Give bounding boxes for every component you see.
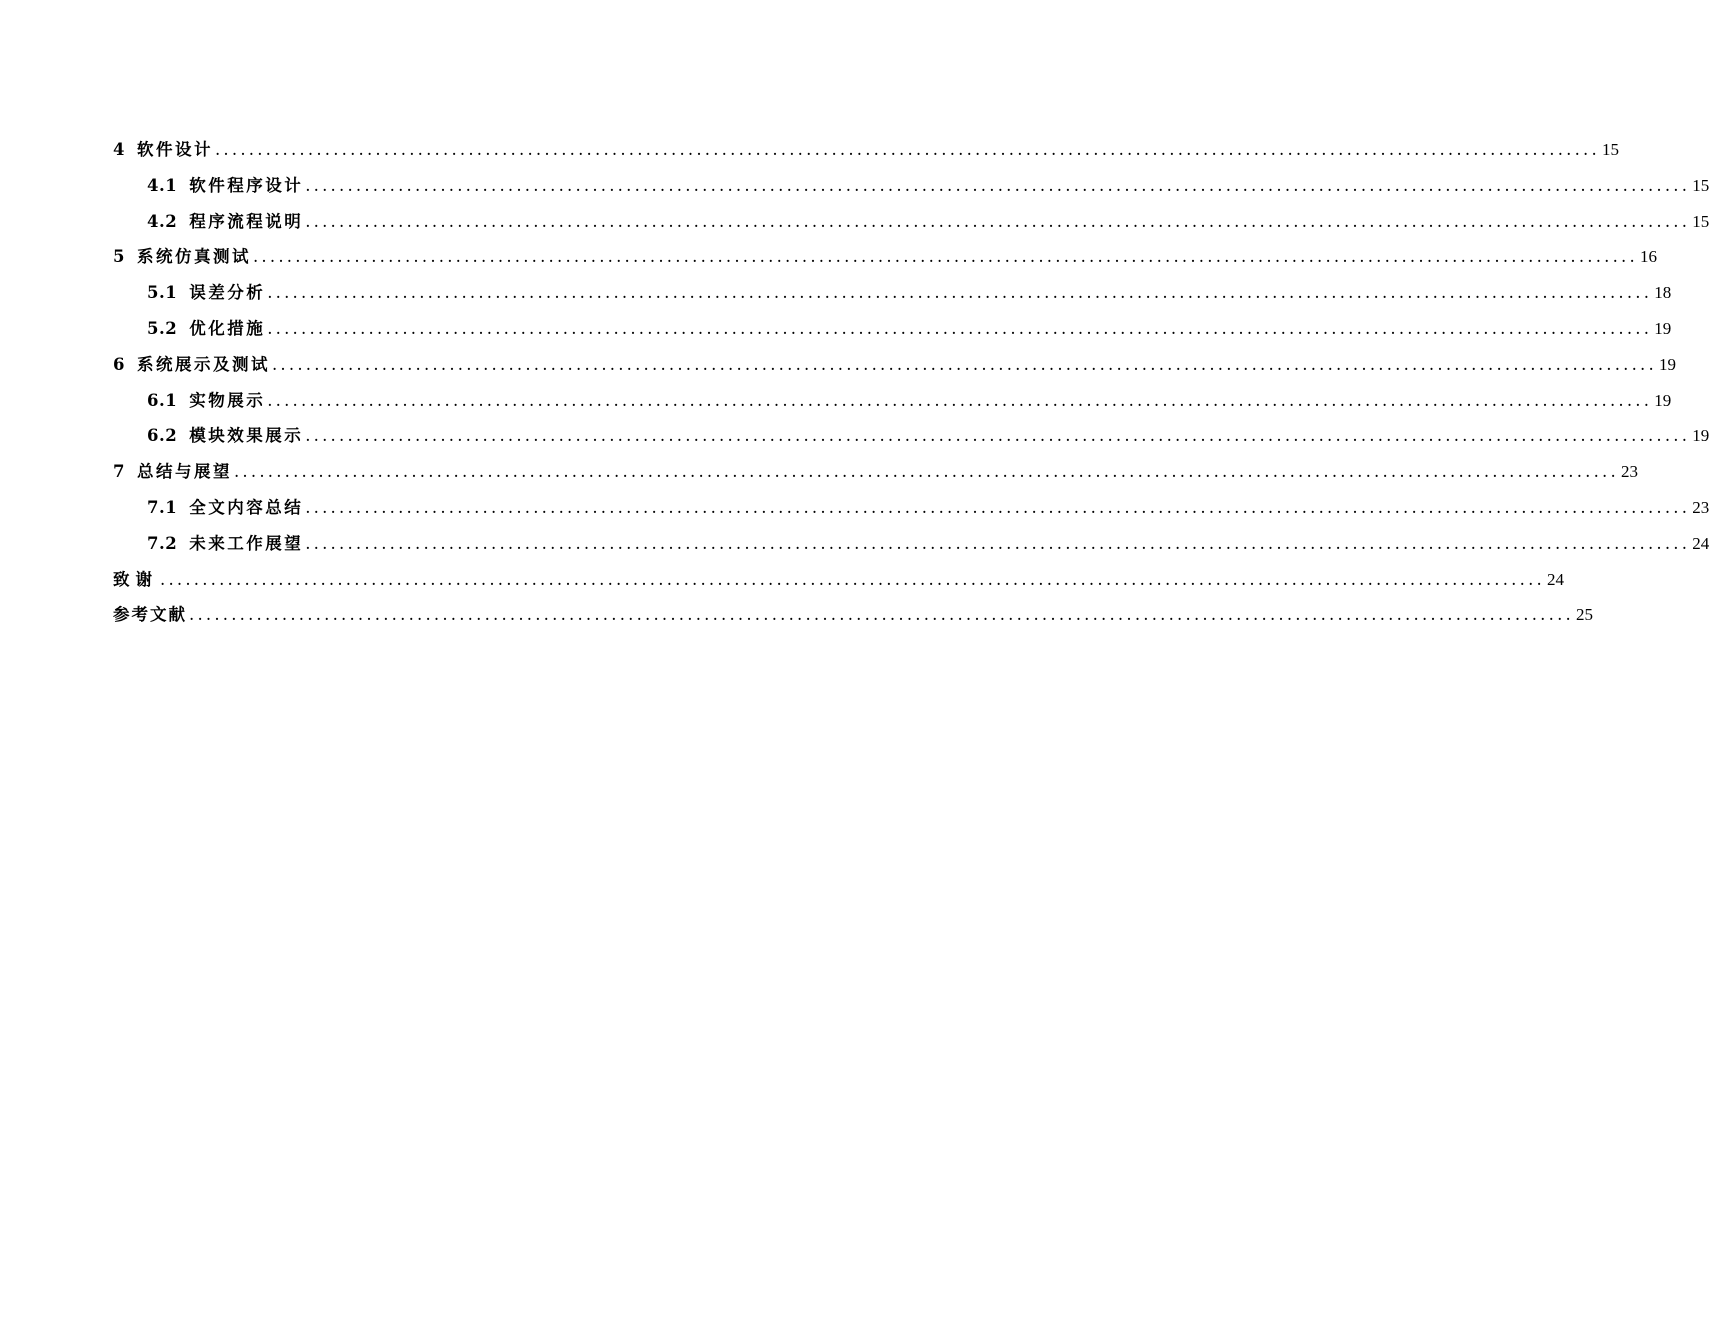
toc-entry-title: 系统仿真测试 <box>136 247 251 267</box>
toc-entry[interactable] <box>113 204 1709 240</box>
dot-leader: .................................................................................................................................................................... <box>271 354 1657 374</box>
toc-entry[interactable] <box>113 168 1709 204</box>
toc-entry[interactable] <box>113 132 1619 168</box>
toc-entry[interactable] <box>113 383 1672 419</box>
toc-entry-page: 15 <box>1692 175 1709 195</box>
dot-leader: .................................................................................................................................................................... <box>233 462 1619 482</box>
toc-entry-page: 24 <box>1692 533 1709 553</box>
toc-entry-number: 6.2 <box>147 426 178 446</box>
toc-entry-title: 系统展示及测试 <box>136 354 270 374</box>
toc-entry-page: 19 <box>1654 390 1672 410</box>
toc-entry[interactable] <box>113 490 1709 526</box>
toc-entry-title: 软件程序设计 <box>189 175 304 195</box>
dot-leader: .................................................................................................................................................................... <box>160 569 1545 589</box>
dot-leader: .................................................................................................................................................................... <box>214 140 1600 159</box>
toc-entry-page: 23 <box>1620 462 1638 482</box>
dot-leader: .................................................................................................................................................................... <box>252 247 1638 267</box>
toc-entry-number: 5.1 <box>147 283 178 303</box>
dot-leader: .................................................................................................................................................................... <box>305 211 1691 231</box>
dot-leader: .................................................................................................................................................................... <box>267 318 1653 338</box>
toc-entry-number: 7 <box>113 462 125 482</box>
toc-entry-title: 参考文献 <box>113 605 187 625</box>
toc-entry-number: 6 <box>113 354 125 374</box>
toc-entry-page: 19 <box>1658 354 1676 374</box>
toc-entry-page: 16 <box>1639 247 1657 267</box>
toc-entry-title: 实物展示 <box>189 390 266 410</box>
toc-entry-page: 19 <box>1692 426 1709 446</box>
toc-entry-number: 4.1 <box>147 175 178 195</box>
toc-entry-number: 7.1 <box>147 497 178 517</box>
toc-entry-title: 致谢 <box>113 569 158 589</box>
toc-entry-page: 25 <box>1575 605 1593 625</box>
toc-entry[interactable] <box>113 239 1657 275</box>
toc-entry-page: 24 <box>1546 569 1564 589</box>
toc-entry-number: 7.2 <box>147 533 178 553</box>
toc-entry-page: 15 <box>1601 140 1619 159</box>
toc-entry[interactable] <box>113 347 1676 383</box>
toc-entry[interactable] <box>113 526 1709 562</box>
toc-entry-page: 18 <box>1654 283 1672 303</box>
toc-entry-title: 总结与展望 <box>136 462 232 482</box>
toc-entry-number: 5 <box>113 247 125 267</box>
dot-leader: .................................................................................................................................................................... <box>267 283 1653 303</box>
dot-leader: .................................................................................................................................................................... <box>189 605 1574 625</box>
dot-leader: .................................................................................................................................................................... <box>305 497 1691 517</box>
table-of-contents <box>113 132 1709 633</box>
toc-entry-title: 程序流程说明 <box>189 211 304 231</box>
toc-entry-title: 误差分析 <box>189 283 266 303</box>
toc-entry-page: 15 <box>1692 211 1709 231</box>
dot-leader: .................................................................................................................................................................... <box>305 533 1691 553</box>
toc-entry-page: 23 <box>1692 497 1709 517</box>
toc-entry[interactable] <box>113 418 1709 454</box>
dot-leader: .................................................................................................................................................................... <box>305 175 1691 195</box>
toc-entry-acknowledgements[interactable] <box>113 562 1564 598</box>
toc-entry[interactable] <box>113 454 1638 490</box>
toc-entry[interactable] <box>113 311 1672 347</box>
toc-entry-title: 优化措施 <box>189 318 266 338</box>
dot-leader: .................................................................................................................................................................... <box>267 390 1653 410</box>
toc-entry-page: 19 <box>1654 318 1672 338</box>
toc-entry-number: 6.1 <box>147 390 178 410</box>
toc-entry-title: 未来工作展望 <box>189 533 304 553</box>
toc-entry-title: 模块效果展示 <box>189 426 304 446</box>
toc-entry-title: 软件设计 <box>136 140 213 159</box>
toc-entry-title: 全文内容总结 <box>189 497 304 517</box>
toc-entry-number: 5.2 <box>147 318 178 338</box>
toc-entry-references[interactable] <box>113 597 1593 633</box>
dot-leader: .................................................................................................................................................................... <box>305 426 1691 446</box>
toc-entry-number: 4.2 <box>147 211 178 231</box>
toc-entry[interactable] <box>113 275 1672 311</box>
toc-entry-number: 4 <box>113 140 125 159</box>
